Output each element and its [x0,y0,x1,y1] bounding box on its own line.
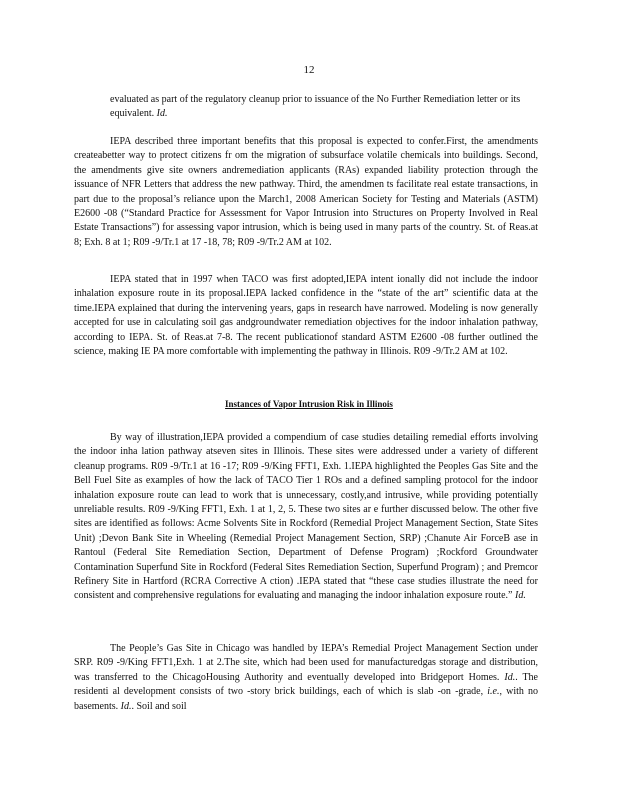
continuation-cite: Id. [156,108,168,120]
paragraph-cite: Id. [514,590,526,602]
paragraph-text: IEPA described three important benefits that this proposal is expected to confer.First, the amendments createabetter way to protect citizens fr om the migration of subsurface volatile chemicals into buildings. Second, the amendments give site owners andremediation applicants (RAs) expanded liability protection through the issuance of NFR Letters that address the new pathway. Third, the amendmen ts facilitate real estate transactions, in part due to the proposal’s reliance upon the March1, 2008 American Society for Testing and Materials (ASTM) E2600 -08 (“Standard Practice for Assessment for Vapor Intrusion into Structures on Property Involved in Real Estate Transactions”) for assessing vapor intrusion, which is being used in many parts of the country. St. of Reas.at 8; Exh. 8 at 1; R09 -9/Tr.1 at 17 -18, 78; R09 -9/Tr.2 AM at 102. [74,136,538,248]
paragraph-peoples-gas [74,642,538,714]
paragraph-case-studies [74,431,538,604]
paragraph-ie: i.e. [487,686,500,698]
paragraph-cite: Id. [120,700,132,712]
paragraph-text: . The residenti al development consists of two -story brick buildings, each of which is slab -on -grade, [74,671,538,698]
page-number: 12 [303,64,315,76]
paragraph-text: . Soil and soil [131,700,187,712]
paragraph-taco-history [74,273,538,359]
paragraph-text: By way of illustration,IEPA provided a compendium of case studies detailing remedial efforts involving the indoor inha lation pathway atseven sites in Illinois. These sites were addressed under a variety of different cleanup programs. R09 -9/Tr.1 at 16 -17; R09 -9/King FFT1, Exh. 1.IEPA highlighted the Peoples Gas Site and the Bell Fuel Site as examples of how the lack of TACO Tier 1 ROs and a defined sampling protocol for the indoor inhalation exposure route can lead to work that is unnecessary, costly,and intrusive, while providing potentially unreliable results. R09 -9/King FFT1, Exh. 1 at 1, 2, 5. These two sites ar e further discussed below. The other five sites are identified as follows: Acme Solvents Site in Rockford (Remedial Project Management Section, State Sites Unit) ;Devon Bank Site in Wheeling (Remedial Project Management Section, SRP) ;Chanute Air ForceB ase in Rantoul (Federal Site Remediation Section, Department of Defense Program) ;Rockford Groundwater Contamination Superfund Site in Rockford (Federal Sites Remediation Section, Superfund Program) ; and Premcor Refinery Site in Hartford (RCRA Corrective A ction) .IEPA stated that “these case studies illustrate the need for consistent and comprehensive regulations for evaluating and managing the indoor inhalation exposure route.” [74,432,538,602]
section-heading-text: Instances of Vapor Intrusion Risk in Illinois [225,399,393,409]
section-heading [0,399,618,409]
continuation-paragraph [74,93,538,122]
paragraph-text: IEPA stated that in 1997 when TACO was first adopted,IEPA intent ionally did not include the indoor inhalation exposure route in its proposal.IEPA lacked confidence in the “state of the art” scientific data at the time.IEPA explained that during the intervening years, gaps in research have narrowed. Modeling is now generally accepted for use in calculating soil gas andgroundwater remediation objectives for the indoor inhalation pathway, according to IEPA. St. of Reas.at 7-8. The recent publicationof standard ASTM E2600 -08 further outlined the science, making IE PA more comfortable with implementing the pathway in Illinois. R09 -9/Tr.2 AM at 102. [74,274,538,358]
continuation-text: evaluated as part of the regulatory cleanup prior to issuance of the No Further Remediation letter or its equivalent. [110,94,521,120]
paragraph-text: , with no basements. [74,686,539,712]
paragraph-text: The People’s Gas Site in Chicago was handled by IEPA’s Remedial Project Management Section under SRP. R09 -9/King FFT1,Exh. 1 at 2.The site, which had been used for manufacturedgas storage and distribution, was transferred to the ChicagoHousing Authority and eventually developed into Bridgeport Homes. [74,643,538,683]
paragraph-benefits [74,135,538,250]
paragraph-cite: Id. [504,671,516,683]
